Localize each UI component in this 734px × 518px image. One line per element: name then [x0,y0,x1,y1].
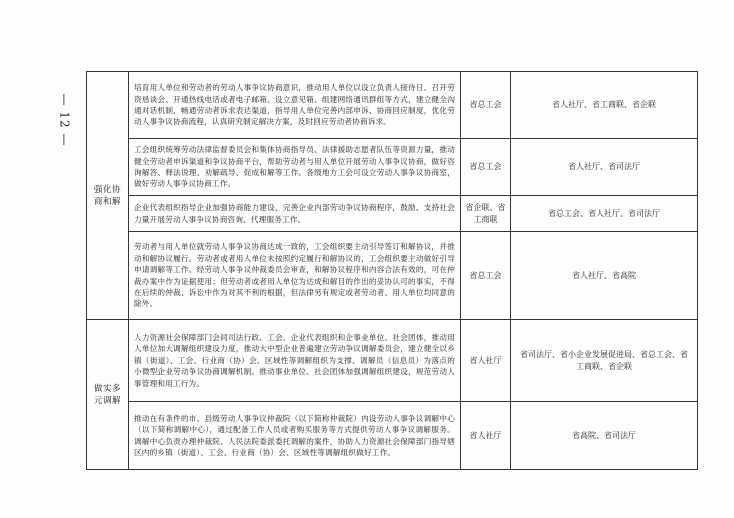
lead-unit-cell: 省总工会 [461,72,511,139]
participating-units-cell: 省司法厅、省小企业发展促进局、省总工会、省工商联、省企联 [511,320,698,402]
participating-units-cell: 省人社厅、省高院 [511,232,698,320]
task-content-cell: 培育用人单位和劳动者的劳动人事争议协商意识，推动用人单位以设立负责人接待日、召开劳资恳谈会、开通热线电话或者电子邮箱、设立意见箱、组建网络通讯群组等方式，建立健全沟通对话机制，畅通劳动者诉求表达渠道，指导用人单位完善内部申诉、协商回应制度，优化劳动人事争议协商流程，认真研究制定解决方案，及时回应劳动者协商诉求。 [129,72,461,139]
task-content-cell: 推动在有条件的市、县级劳动人事争议仲裁院（以下简称仲裁院）内设劳动人事争议调解中心（以下简称调解中心），通过配备工作人员或者购买服务等方式提供劳动人事争议调解服务。调解中心负责办理仲裁院、人民法院委派委托调解的案件，协助人力资源社会保障部门指导辖区内的乡镇（街道）、工会、行业商（协）会、区域性等调解组织做好工作。 [129,402,461,470]
table-row [87,232,698,320]
task-content-cell: 企业代表组织指导企业加强协商能力建设，完善企业内部劳动争议协商程序，鼓励、支持社会力量开展劳动人事争议协商咨询、代理服务工作。 [129,196,461,232]
table-row [87,72,698,139]
task-content-cell: 劳动者与用人单位就劳动人事争议协商达成一致的，工会组织要主动引导签订和解协议，并推动和解协议履行。劳动者或者用人单位未按照约定履行和解协议的，工会组织要主动做好引导申请调解等工作。经劳动人事争议仲裁委员会审查，和解协议程序和内容合法有效的，可在仲裁办案中作为证据使用；但劳动者或者用人单位为达成和解目的作出的妥协认可的事实，不得在后续的仲裁、诉讼中作为对其不利的根据，但法律另有规定或者劳动者、用人单位均同意的除外。 [129,232,461,320]
participating-units-cell: 省高院、省司法厅 [511,402,698,470]
lead-unit-cell: 省总工会 [461,232,511,320]
page-number [58,85,70,155]
category-cell: 强化协商和解 [87,72,129,320]
lead-unit-cell: 省人社厅 [461,402,511,470]
lead-unit-cell: 省企联、省工商联 [461,196,511,232]
page-number-text: — 12 — [57,93,71,147]
category-cell: 做实多元调解 [87,320,129,470]
participating-units-cell: 省人社厅、省司法厅 [511,139,698,196]
task-table [86,71,698,470]
task-content-cell: 人力资源社会保障部门会同司法行政、工会、企业代表组织和企事业单位、社会团体，推动用人单位加大调解组织建设力度，推动大中型企业普遍建立劳动争议调解委员会，建立健全以乡镇（街道）、工会、行业商（协）会、区域性等调解组织为支撑、调解员（信息员）为落点的小微型企业劳动争议协商调解机制。推动事业单位、社会团体加强调解组织建设，规范劳动人事管理和用工行为。 [129,320,461,402]
table-row [87,320,698,402]
lead-unit-cell: 省总工会 [461,139,511,196]
table-row [87,402,698,470]
task-content-cell: 工会组织统筹劳动法律监督委员会和集体协商指导员、法律援助志愿者队伍等资源力量，推动健全劳动者申诉渠道和争议协商平台，帮助劳动者与用人单位开展劳动人事争议协商，做好咨询解答、释法说理、劝解疏导、促成和解等工作。各级地方工会可设立劳动人事争议协商室，做好劳动人事争议协商工作。 [129,139,461,196]
table-row [87,139,698,196]
participating-units-cell: 省人社厅、省工商联、省企联 [511,72,698,139]
lead-unit-cell: 省人社厅 [461,320,511,402]
table-row [87,196,698,232]
participating-units-cell: 省总工会、省人社厅、省司法厅 [511,196,698,232]
